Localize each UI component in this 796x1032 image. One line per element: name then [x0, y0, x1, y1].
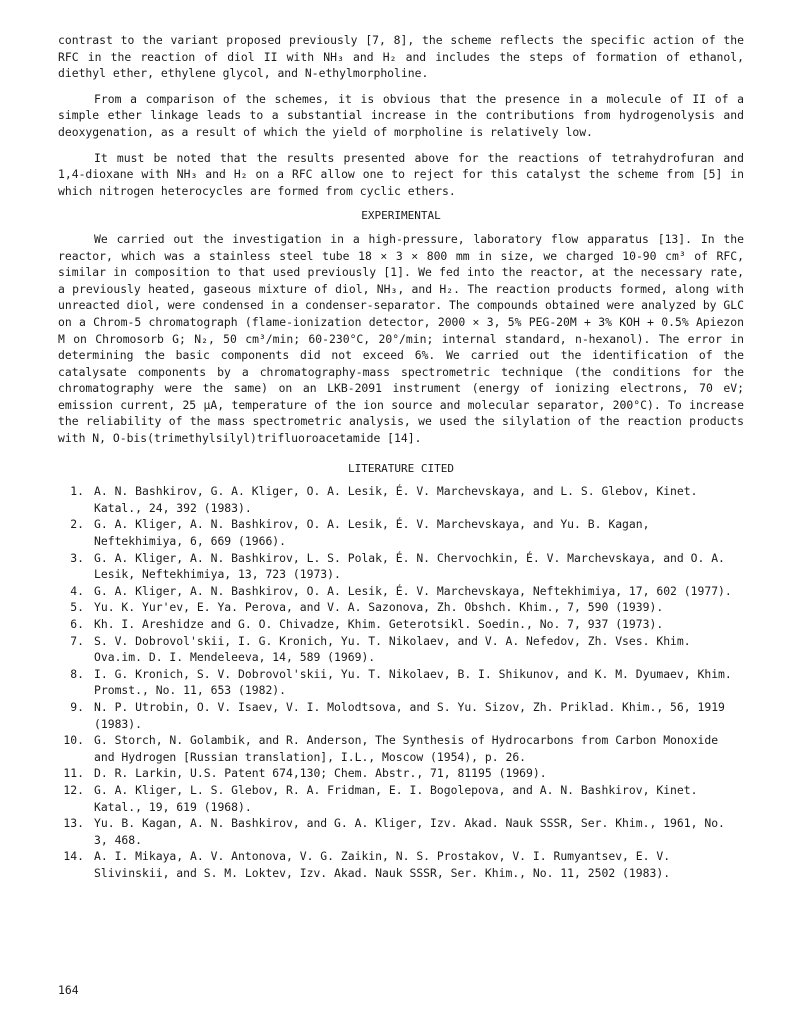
reference-item	[58, 765, 744, 782]
reference-number: 1.	[70, 484, 84, 499]
reference-number: 10.	[63, 733, 84, 748]
reference-text: A. I. Mikaya, A. V. Antonova, V. G. Zaikin, N. S. Prostakov, V. I. Rumyantsev, E. V. Slivinskii, and S. M. Loktev, Izv. Akad. Nauk SSSR, Ser. Khim., No. 11, 2502 (1983).	[94, 849, 671, 880]
paragraph-note: It must be noted that the results presented above for the reactions of tetrahydrofuran and 1,4-dioxane with NH₃ and H₂ on a RFC allow one to reject for this catalyst the scheme from [5] in which nitrogen heterocycles are formed from cyclic ethers.	[58, 150, 744, 198]
reference-number: 4.	[70, 583, 84, 598]
reference-item	[58, 848, 744, 881]
reference-item	[58, 666, 744, 699]
reference-list	[58, 483, 744, 881]
reference-text: G. A. Kliger, L. S. Glebov, R. A. Fridman, E. I. Bogolepova, and A. N. Bashkirov, Kinet. Katal., 19, 619 (1968).	[94, 782, 698, 814]
reference-number: 3.	[70, 550, 84, 565]
reference-item	[58, 516, 744, 549]
reference-text: Kh. I. Areshidze and G. O. Chivadze, Khim. Geterotsikl. Soedin., No. 7, 937 (1973).	[94, 617, 664, 631]
experimental-paragraph: We carried out the investigation in a high-pressure, laboratory flow apparatus [13]. In the reactor, which was a stainless steel tube 18 × 3 × 800 mm in size, we charged 10-90 cm³ of RFC, similar in composition to that used previously [1]. We fed into the reactor, at the necessary rate, a previously heated, gaseous mixture of diol, NH₃, and H₂. The reaction products formed, along with unreacted diol, were condensed in a condenser-separator. The compounds obtained were analyzed by GLC on a Chrom-5 chromatograph (flame-ionization detector, 2000 × 3, 5% PEG-20M + 3% KOH + 0.5% Apiezon M on Chromosorb G; N₂, 50 cm³/min; 60-230°C, 20°/min; internal standard, n-hexanol). The error in determining the basic components did not exceed 6%. We carried out the identification of the catalysate components by a chromatography-mass spectrometric technique (the conditions for the chromatography were the same) on an LKB-2091 instrument (energy of ionizing electrons, 70 eV; emission current, 25 μA, temperature of the ion source and molecular separator, 200°C). To increase the reliability of the mass spectrometric analysis, we used the silylation of the reaction products with N, O-bis(trimethylsilyl)trifluoroacetamide [14].	[58, 231, 744, 446]
reference-text: G. A. Kliger, A. N. Bashkirov, O. A. Lesik, É. V. Marchevskaya, Neftekhimiya, 17, 602 (1977).	[94, 583, 732, 598]
reference-number: 7.	[70, 633, 84, 648]
reference-number: 6.	[70, 617, 84, 631]
reference-text: G. A. Kliger, A. N. Bashkirov, L. S. Polak, É. N. Chervochkin, É. V. Marchevskaya, and O. A. Lesik, Neftekhimiya, 13, 723 (1973).	[94, 550, 725, 582]
reference-number: 9.	[70, 699, 84, 714]
reference-number: 14.	[63, 849, 84, 864]
reference-text: G. A. Kliger, A. N. Bashkirov, O. A. Lesik, É. V. Marchevskaya, and Yu. B. Kagan, Neftekhimiya, 6, 669 (1966).	[94, 517, 650, 549]
reference-number: 13.	[63, 816, 84, 831]
reference-item	[58, 699, 744, 732]
reference-number: 5.	[70, 600, 84, 615]
reference-item	[58, 550, 744, 583]
experimental-heading: EXPERIMENTAL	[361, 209, 441, 223]
reference-text: D. R. Larkin, U.S. Patent 674,130; Chem. Abstr., 71, 81195 (1969).	[94, 766, 547, 781]
reference-number: 11.	[63, 766, 84, 781]
page-number: 164	[58, 983, 79, 997]
page-body	[58, 32, 744, 882]
reference-text: Yu. K. Yur'ev, E. Ya. Perova, and V. A. Sazonova, Zh. Obshch. Khim., 7, 590 (1939).	[94, 600, 664, 615]
reference-item	[58, 633, 744, 666]
reference-item	[58, 815, 744, 848]
reference-number: 12.	[63, 782, 84, 797]
reference-item	[58, 583, 744, 600]
reference-number: 8.	[70, 666, 84, 681]
reference-text: I. G. Kronich, S. V. Dobrovol'skii, Yu. T. Nikolaev, B. I. Shikunov, and K. M. Dyumaev, Khim. Promst., No. 11, 653 (1982).	[94, 666, 732, 698]
reference-text: Yu. B. Kagan, A. N. Bashkirov, and G. A. Kliger, Izv. Akad. Nauk SSSR, Ser. Khim., 1961, No. 3, 468.	[94, 816, 725, 847]
literature-heading: LITERATURE CITED	[348, 461, 454, 475]
reference-text: S. V. Dobrovol'skii, I. G. Kronich, Yu. T. Nikolaev, and V. A. Nefedov, Zh. Vses. Khim. Ova.im. D. I. Mendeleeva, 14, 589 (1969).	[94, 633, 691, 665]
reference-item	[58, 732, 744, 765]
reference-number: 2.	[70, 517, 84, 532]
reference-text: N. P. Utrobin, O. V. Isaev, V. I. Molodtsova, and S. Yu. Sizov, Zh. Priklad. Khim., 56, 1919 (1983).	[94, 699, 725, 731]
reference-item	[58, 782, 744, 815]
reference-item	[58, 599, 744, 616]
reference-item	[58, 483, 744, 516]
paragraph-continuation: contrast to the variant proposed previously [7, 8], the scheme reflects the specific action of the RFC in the reaction of diol II with NH₃ and H₂ and includes the steps of formation of ethanol, diethyl ether, ethylene glycol, and N-ethylmorpholine.	[58, 33, 744, 81]
paragraph-comparison: From a comparison of the schemes, it is obvious that the presence in a molecule of II of a simple ether linkage leads to a substantial increase in the contributions from hydrogenolysis and deoxygenation, as a result of which the yield of morpholine is relatively low.	[58, 91, 744, 139]
reference-text: G. Storch, N. Golambik, and R. Anderson, The Synthesis of Hydrocarbons from Carbon Monoxide and Hydrogen [Russian translation], I.L., Moscow (1954), p. 26.	[94, 733, 719, 764]
reference-text: A. N. Bashkirov, G. A. Kliger, O. A. Lesik, É. V. Marchevskaya, and L. S. Glebov, Kinet. Katal., 24, 392 (1983).	[94, 484, 698, 515]
reference-item	[58, 616, 744, 633]
